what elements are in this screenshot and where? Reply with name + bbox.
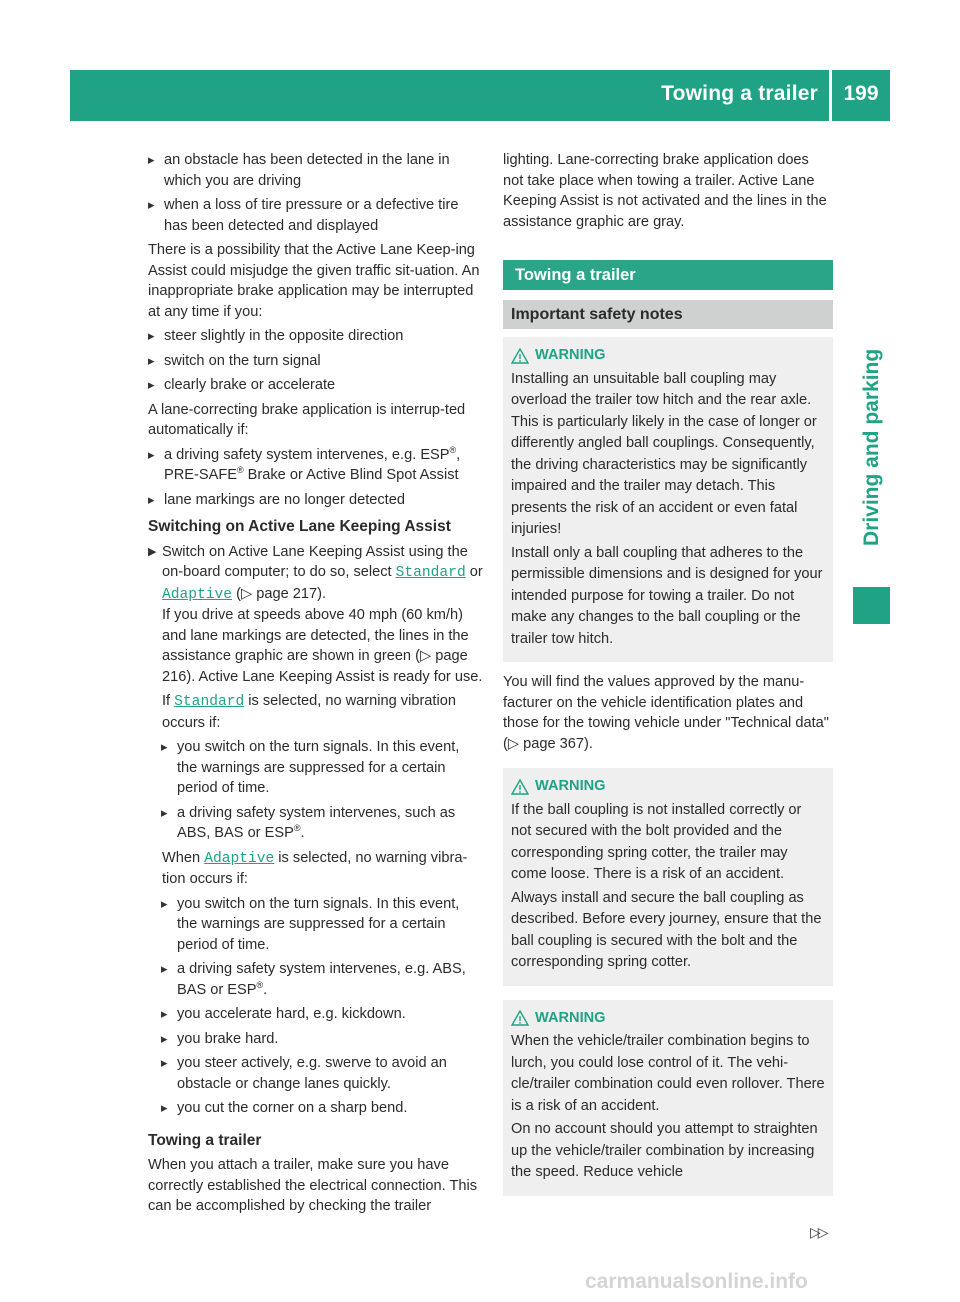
watermark: carmanualsonline.info — [585, 1270, 808, 1293]
warning-box — [503, 337, 833, 662]
list-item: ▸ a driving safety system intervenes, e.g. ABS, BAS or ESP®. — [161, 959, 483, 1000]
text: When — [162, 849, 205, 866]
warning-label: WARNING — [535, 778, 606, 794]
text: is selected, no warning vibration occurs if: — [162, 693, 456, 731]
chapter-marker-square — [853, 587, 890, 624]
continue-arrow-icon: ▷▷ — [810, 1224, 826, 1240]
list-item: ▸ steer slightly in the opposite direction — [148, 326, 483, 347]
warning-box — [503, 768, 833, 986]
warning-text: Installing an unsuitable ball coupling may overload the trailer tow hitch and the rear axle. This is particularly likely in the case of longer or differently angled ball couplings. Consequently, the driving characteristics may be significantly impaired and the trailer may detach. This presents the risk of an accident or even fatal injuries! — [511, 370, 817, 537]
chapter-side-tab-label: Driving and parking — [860, 348, 883, 546]
list-item-text: a driving safety system intervenes, e.g. ESP — [164, 446, 450, 463]
registered-mark: ® — [236, 465, 244, 476]
list-item — [148, 445, 483, 486]
paragraph: You will find the values approved by the manu-facturer on the vehicle identification plates and those for the towing vehicle under "Technical data" (▷ page 367). — [503, 674, 829, 752]
list-item-text: PRE-SAFE — [164, 467, 237, 483]
running-header-title: Towing a trailer — [661, 82, 818, 105]
menu-item-adaptive-link[interactable]: Adaptive — [162, 586, 233, 603]
list-item-text: a driving safety system intervenes, e.g. ABS, BAS or ESP — [177, 961, 466, 998]
warning-triangle-icon — [511, 1010, 529, 1026]
text: If — [162, 693, 175, 709]
paragraph: There is a possibility that the Active Lane Keep-ing Assist could misjudge the given traffic sit-uation. An inappropriate brake application may be interrupted at any time if you: — [148, 242, 480, 320]
list-item: ▸ you brake hard. — [161, 1029, 483, 1050]
menu-item-standard-link[interactable]: Standard — [174, 694, 245, 710]
list-item: ▸ you switch on the turn signals. In this event, the warnings are suppressed for a certain period of time. — [161, 737, 483, 799]
warning-text: If the ball coupling is not installed correctly or not secured with the bolt provided and the corresponding spring cotter, the trailer may come loose. There is a risk of an accident. — [511, 801, 802, 882]
list-item: ▸ you accelerate hard, e.g. kickdown. — [161, 1004, 483, 1025]
warning-triangle-icon — [511, 779, 529, 795]
list-item: ▸ when a loss of tire pressure or a defective tire has been detected and displayed — [148, 195, 483, 236]
registered-mark: ® — [449, 444, 457, 455]
list-item: ▸ lane markings are no longer detected — [148, 490, 483, 511]
paragraph: lighting. Lane-correcting brake application does not take place when towing a trailer. Active Lane Keeping Assist is not activated and the lines in the assistance graphic are gray. — [503, 152, 827, 230]
header-divider — [829, 70, 832, 121]
paragraph — [148, 848, 483, 890]
warning-box — [503, 1000, 833, 1196]
subheading-switching-on: Switching on Active Lane Keeping Assist — [148, 518, 451, 535]
list-item-text: , — [456, 446, 461, 463]
list-item: ▸ you steer actively, e.g. swerve to avoid an obstacle or change lanes quickly. — [161, 1053, 483, 1094]
page-number: 199 — [843, 82, 879, 105]
menu-item-standard-link[interactable]: Standard — [395, 565, 466, 581]
warning-label: WARNING — [535, 1009, 606, 1026]
left-column — [148, 150, 483, 1219]
warning-label: WARNING — [535, 347, 606, 363]
warning-text: On no account should you attempt to straighten up the vehicle/trailer combination by increasing the speed. Reduce vehicle — [511, 1121, 818, 1180]
registered-mark: ® — [293, 823, 301, 834]
paragraph: When you attach a trailer, make sure you have correctly established the electrical connection. This can be accomplished by checking the trailer — [148, 1157, 478, 1214]
list-item: ▸ an obstacle has been detected in the lane in which you are driving — [148, 150, 483, 191]
menu-item-adaptive-link[interactable]: Adaptive — [204, 850, 275, 867]
warning-text: Install only a ball coupling that adheres to the permissible dimensions and is designed for your intended purpose for towing a trailer. Do not make any changes to the ball coupling or the trailer tow hitch. — [511, 544, 823, 647]
page-reference-link[interactable]: (▷ page 217). — [236, 585, 327, 602]
subsection-heading-safety: Important safety notes — [503, 300, 833, 329]
step-text: Switch on Active Lane Keeping Assist using the on-board computer; to do so, select — [162, 543, 468, 580]
warning-header — [511, 1008, 825, 1030]
list-item: ▸ clearly brake or accelerate — [148, 375, 483, 396]
list-item: ▸ you cut the corner on a sharp bend. — [161, 1098, 483, 1119]
registered-mark: ® — [256, 979, 264, 990]
paragraph — [148, 691, 483, 733]
warning-header — [511, 345, 825, 367]
section-heading-towing: Towing a trailer — [503, 260, 833, 290]
warning-header — [511, 776, 825, 798]
instruction-step — [148, 542, 483, 606]
list-item: ▸ switch on the turn signal — [148, 351, 483, 372]
text: is selected, no warning vibra-tion occurs if: — [162, 849, 468, 887]
list-item-text: Brake or Active Blind Spot Assist — [243, 467, 459, 483]
step-text: or — [465, 564, 483, 580]
warning-triangle-icon — [511, 348, 529, 364]
paragraph: If you drive at speeds above 40 mph (60 km/h) and lane markings are detected, the lines in the assistance graphic are shown in green (▷ page 216). Active Lane Keeping Assist is ready for use. — [162, 607, 483, 685]
list-item-text: a driving safety system intervenes, such as ABS, BAS or ESP — [177, 804, 456, 841]
warning-text: When the vehicle/trailer combination begins to lurch, you could lose control of it. The vehi-cle/trailer combination could even rollover. There is a risk of an accident. — [511, 1033, 825, 1114]
warning-text: Always install and secure the ball coupling as described. Before every journey, ensure that the ball coupling is secured with the bolt and the corresponding spring cotter. — [511, 889, 822, 970]
paragraph: A lane-correcting brake application is interrup-ted automatically if: — [148, 401, 466, 438]
subheading-towing: Towing a trailer — [148, 1131, 262, 1149]
list-item: ▸ you switch on the turn signals. In this event, the warnings are suppressed for a certain period of time. — [161, 894, 483, 956]
list-item: ▸ a driving safety system intervenes, such as ABS, BAS or ESP®. — [161, 803, 483, 844]
right-column — [503, 150, 833, 1206]
